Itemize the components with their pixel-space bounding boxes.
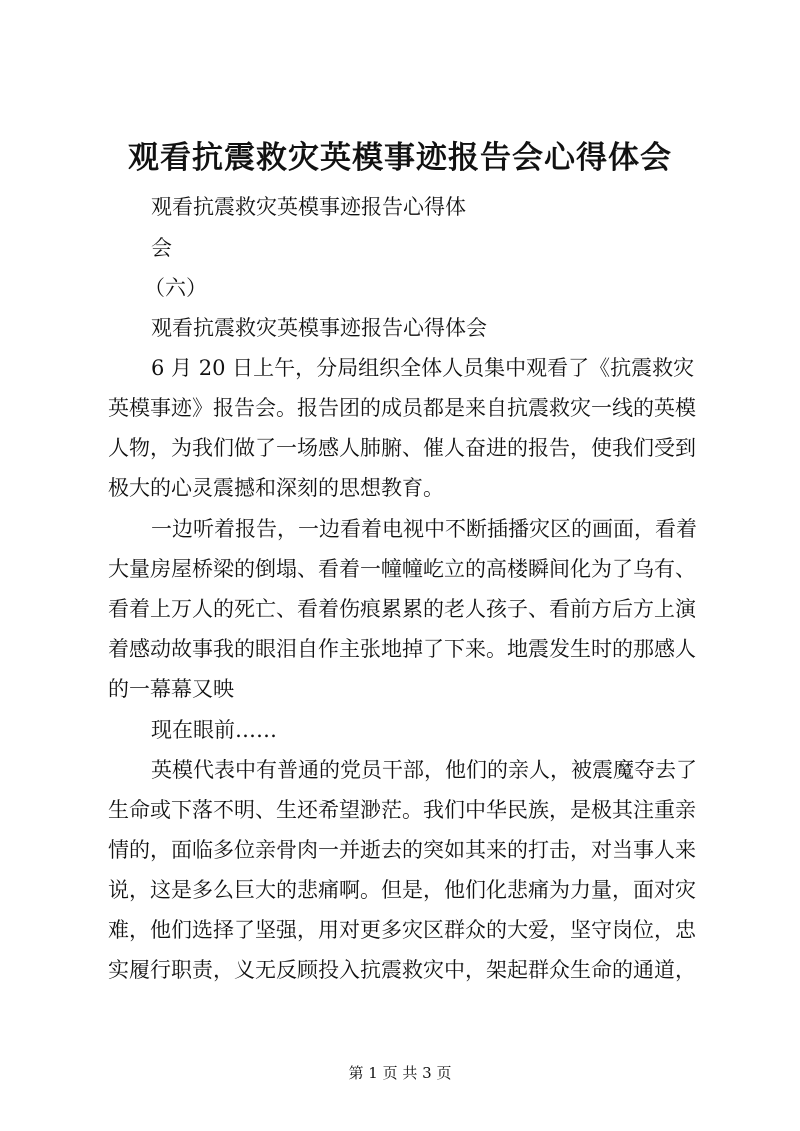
page-footer: 第 1 页 共 3 页 xyxy=(348,1064,452,1082)
paragraph-line: 现在眼前…… xyxy=(151,718,277,742)
paragraph-line: 的一幕幕又映 xyxy=(108,677,234,701)
section-heading: 观看抗震救灾英模事迹报告心得体会 xyxy=(151,316,487,340)
paragraph-line: 实履行职责，义无反顾投入抗震救灾中，架起群众生命的通道， xyxy=(108,958,696,982)
paragraph-line: 英模事迹》报告会。报告团的成员都是来自抗震救灾一线的英模 xyxy=(108,396,696,420)
paragraph-line: 难，他们选择了坚强，用对更多灾区群众的大爱，坚守岗位，忠 xyxy=(108,918,696,942)
subtitle-line-1: 观看抗震救灾英模事迹报告心得体 xyxy=(151,195,466,219)
document-title: 观看抗震救灾英模事迹报告会心得体会 xyxy=(128,140,672,176)
paragraph-line: 生命或下落不明、生还希望渺茫。我们中华民族，是极其注重亲 xyxy=(108,798,696,822)
paragraph-line: 6 月 20 日上午，分局组织全体人员集中观看了《抗震救灾 xyxy=(151,356,695,380)
paragraph-line: 看着上万人的死亡、看着伤痕累累的老人孩子、看前方后方上演 xyxy=(108,597,696,621)
paragraph-line: 说，这是多么巨大的悲痛啊。但是，他们化悲痛为力量，面对灾 xyxy=(108,878,696,902)
paragraph-line: 着感动故事我的眼泪自作主张地掉了下来。地震发生时的那感人 xyxy=(108,637,696,661)
section-number: （六） xyxy=(144,276,207,300)
paragraph-line: 极大的心灵震撼和深刻的思想教育。 xyxy=(108,476,444,500)
subtitle-line-2: 会 xyxy=(151,236,172,260)
paragraph-line: 人物，为我们做了一场感人肺腑、催人奋进的报告，使我们受到 xyxy=(108,436,696,460)
paragraph-line: 英模代表中有普通的党员干部，他们的亲人，被震魔夺去了 xyxy=(151,758,697,782)
paragraph-line: 情的，面临多位亲骨肉一并逝去的突如其来的打击，对当事人来 xyxy=(108,838,696,862)
paragraph-line: 一边听着报告，一边看着电视中不断插播灾区的画面，看着 xyxy=(151,517,697,541)
paragraph-line: 大量房屋桥梁的倒塌、看着一幢幢屹立的高楼瞬间化为了乌有、 xyxy=(108,557,696,581)
